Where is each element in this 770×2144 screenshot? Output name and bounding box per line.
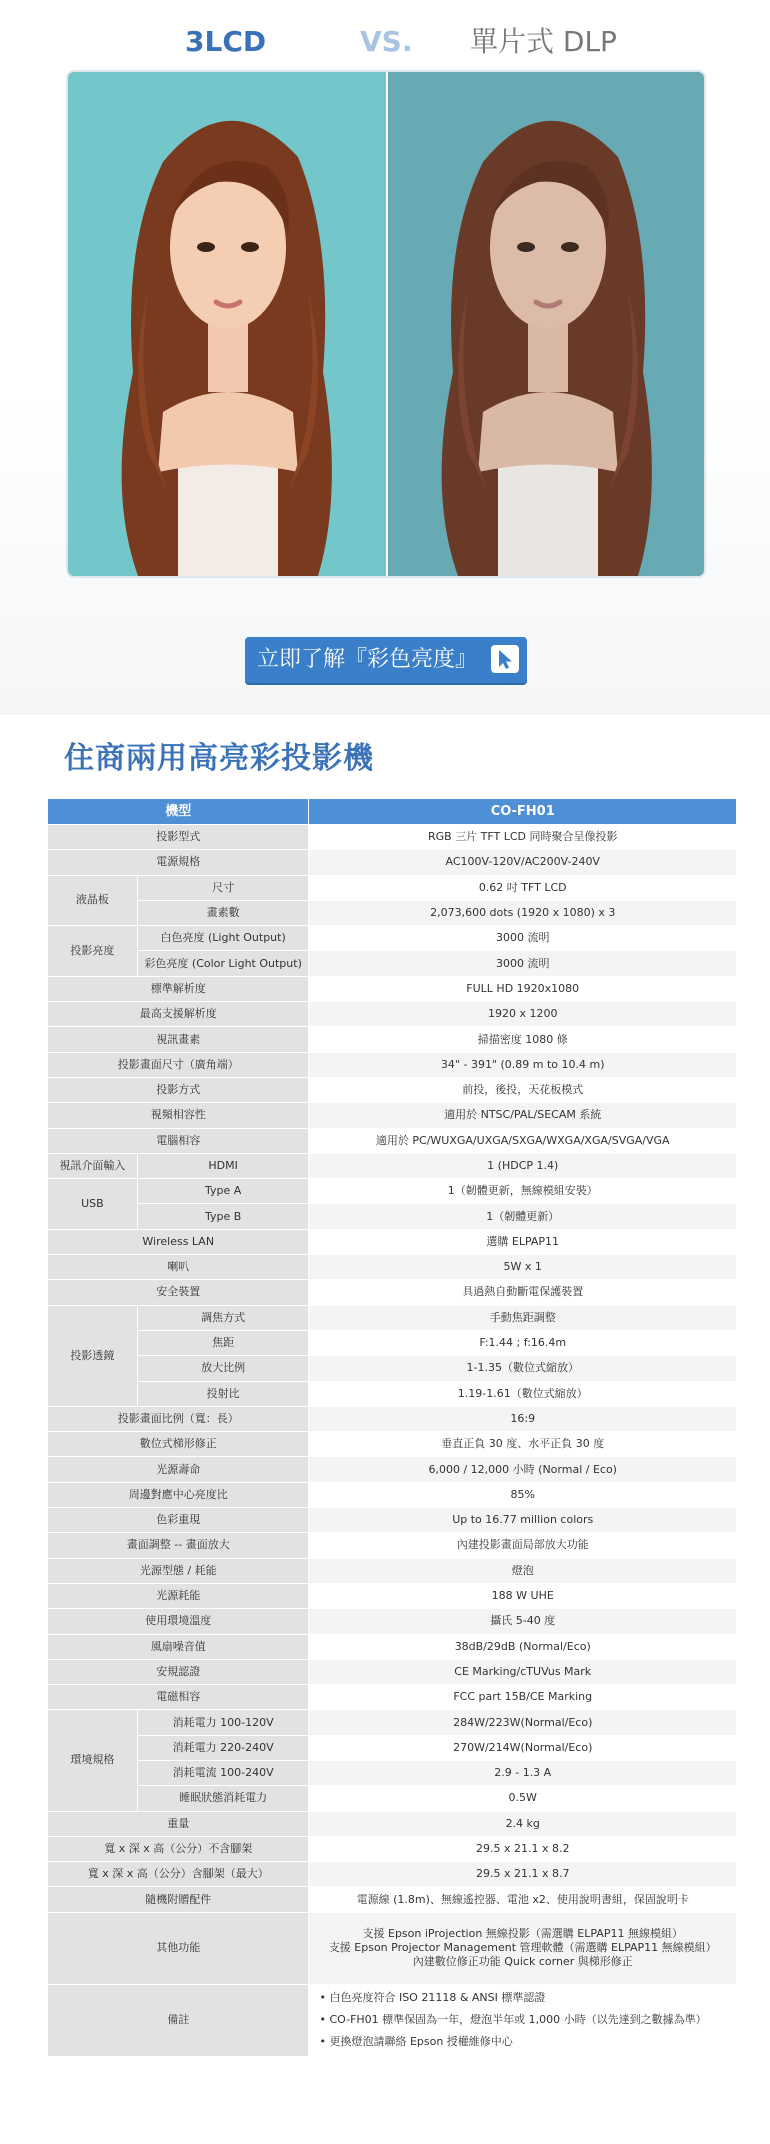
row-value: 1-1.35（數位式縮放）: [309, 1356, 737, 1381]
row-label: 光源型態 / 耗能: [48, 1558, 309, 1583]
row-value: 1 (HDCP 1.4): [309, 1153, 737, 1178]
note-line: • 更換燈泡請聯絡 Epson 授權維修中心: [319, 2035, 513, 2049]
comparison-photo: [66, 70, 706, 578]
table-row: [48, 1077, 737, 1102]
group-label: 視訊介面輸入: [48, 1153, 138, 1178]
row-label: 白色亮度 (Light Output): [137, 926, 309, 951]
table-row: [48, 1482, 737, 1507]
row-value: CE Marking/cTUVus Mark: [309, 1659, 737, 1684]
row-value: 38dB/29dB (Normal/Eco): [309, 1634, 737, 1659]
row-label: 視頻相容性: [48, 1103, 309, 1128]
row-label: 喇叭: [48, 1255, 309, 1280]
row-value: 29.5 x 21.1 x 8.7: [309, 1862, 737, 1887]
row-label: 重量: [48, 1811, 309, 1836]
row-value: 270W/214W(Normal/Eco): [309, 1735, 737, 1760]
row-label: 焦距: [137, 1330, 309, 1355]
portrait-illustration-vivid: [68, 72, 386, 576]
row-label: 電磁相容: [48, 1685, 309, 1710]
portrait-illustration-muted: [388, 72, 706, 576]
row-value: 內建投影畫面局部放大功能: [309, 1533, 737, 1558]
group-label: 液晶板: [48, 875, 138, 926]
row-value: F:1.44 ; f:16.4m: [309, 1330, 737, 1355]
row-label: 尺寸: [137, 875, 309, 900]
table-row: [48, 1052, 737, 1077]
table-row: [48, 1735, 737, 1760]
group-label: 投影亮度: [48, 926, 138, 977]
row-label: 使用環境溫度: [48, 1609, 309, 1634]
table-row-notes: [48, 1984, 737, 2056]
table-row: [48, 875, 737, 900]
table-row: [48, 850, 737, 875]
table-row: [48, 976, 737, 1001]
table-row: [48, 1811, 737, 1836]
row-value: 188 W UHE: [309, 1583, 737, 1608]
row-label: 放大比例: [137, 1356, 309, 1381]
notes-label: 備註: [48, 1984, 309, 2056]
row-label: 電源規格: [48, 850, 309, 875]
row-value: RGB 三片 TFT LCD 同時聚合呈像投影: [309, 825, 737, 850]
row-value: 前投，後投，天花板模式: [309, 1077, 737, 1102]
row-value: 85%: [309, 1482, 737, 1507]
row-value: 1（韌體更新，無線模組安裝）: [309, 1179, 737, 1204]
row-label: 風扇噪音值: [48, 1634, 309, 1659]
notes-value: [309, 1984, 737, 2056]
table-row: [48, 1153, 737, 1178]
row-label: 數位式梯形修正: [48, 1432, 309, 1457]
note-line: • CO-FH01 標準保固為一年，燈泡半年或 1,000 小時（以先達到之數據為準）: [319, 2013, 707, 2027]
note-line: • 白色亮度符合 ISO 21118 & ANSI 標準認證: [319, 1991, 546, 2005]
table-row: [48, 1002, 737, 1027]
row-label: 投影型式: [48, 825, 309, 850]
row-label: 調焦方式: [137, 1305, 309, 1330]
table-header-row: [48, 799, 737, 825]
table-row: [48, 1305, 737, 1330]
row-value: 5W x 1: [309, 1255, 737, 1280]
model-header-label: 機型: [48, 799, 309, 825]
row-value: 2,073,600 dots (1920 x 1080) x 3: [309, 900, 737, 925]
table-row: [48, 1432, 737, 1457]
row-value: 1（韌體更新）: [309, 1204, 737, 1229]
table-row: [48, 1356, 737, 1381]
other-features-label: 其他功能: [48, 1912, 309, 1984]
feature-line: 內建數位修正功能 Quick corner 與梯形修正: [412, 1955, 633, 1969]
table-row: [48, 1887, 737, 1912]
row-label: 投影畫面比例（寬：長）: [48, 1406, 309, 1431]
table-row: [48, 1685, 737, 1710]
table-row: [48, 900, 737, 925]
table-row: [48, 1103, 737, 1128]
row-value: 1.19-1.61（數位式縮放）: [309, 1381, 737, 1406]
row-label: 安全裝置: [48, 1280, 309, 1305]
table-row: [48, 1609, 737, 1634]
spec-section-title: 住商兩用高亮彩投影機: [64, 741, 374, 776]
row-value: 具過熱自動斷電保護裝置: [309, 1280, 737, 1305]
row-value: 29.5 x 21.1 x 8.2: [309, 1836, 737, 1861]
photo-3lcd: [68, 72, 386, 576]
row-label: Type B: [137, 1204, 309, 1229]
row-label: 消耗電力 100-120V: [137, 1710, 309, 1735]
table-row: [48, 1786, 737, 1811]
row-label: 隨機附贈配件: [48, 1887, 309, 1912]
model-header-value: CO-FH01: [309, 799, 737, 825]
row-value: 1920 x 1200: [309, 1002, 737, 1027]
photo-dlp: [388, 72, 706, 576]
vs-label: VS.: [360, 25, 413, 58]
row-label: Wireless LAN: [48, 1229, 309, 1254]
row-value: 3000 流明: [309, 926, 737, 951]
row-value: 2.4 kg: [309, 1811, 737, 1836]
row-label: 投射比: [137, 1381, 309, 1406]
row-label: 消耗電流 100-240V: [137, 1760, 309, 1785]
row-label: 投影方式: [48, 1077, 309, 1102]
row-value: FULL HD 1920x1080: [309, 976, 737, 1001]
row-value: AC100V-120V/AC200V-240V: [309, 850, 737, 875]
row-value: 垂直正負 30 度、水平正負 30 度: [309, 1432, 737, 1457]
table-row: [48, 926, 737, 951]
table-row: [48, 1128, 737, 1153]
feature-line: 支援 Epson Projector Management 管理軟體（需選購 ELPAP11 無線模組）: [328, 1941, 717, 1955]
row-label: 寬 x 深 x 高（公分）不含腳架: [48, 1836, 309, 1861]
cursor-arrow-icon: [491, 645, 519, 673]
row-label: 安規認證: [48, 1659, 309, 1684]
group-label: 環境規格: [48, 1710, 138, 1811]
table-row: [48, 1558, 737, 1583]
row-value: Up to 16.77 million colors: [309, 1508, 737, 1533]
row-label: HDMI: [137, 1153, 309, 1178]
table-row: [48, 1406, 737, 1431]
table-row: [48, 1659, 737, 1684]
row-value: 0.5W: [309, 1786, 737, 1811]
row-label: 最高支援解析度: [48, 1002, 309, 1027]
row-value: 2.9 - 1.3 A: [309, 1760, 737, 1785]
table-row: [48, 1457, 737, 1482]
table-row: [48, 1204, 737, 1229]
table-row: [48, 1634, 737, 1659]
row-value: 適用於 NTSC/PAL/SECAM 系統: [309, 1103, 737, 1128]
row-label: 光源壽命: [48, 1457, 309, 1482]
table-row: [48, 1533, 737, 1558]
learn-color-brightness-button[interactable]: [245, 637, 527, 683]
row-value: 選購 ELPAP11: [309, 1229, 737, 1254]
row-label: 寬 x 深 x 高（公分）含腳架（最大）: [48, 1862, 309, 1887]
row-label: 色彩重現: [48, 1508, 309, 1533]
row-label: 消耗電力 220-240V: [137, 1735, 309, 1760]
feature-line: 支援 Epson iProjection 無線投影（需選購 ELPAP11 無線模組）: [362, 1927, 683, 1941]
row-label: 光源耗能: [48, 1583, 309, 1608]
table-row: [48, 951, 737, 976]
row-label: 視訊畫素: [48, 1027, 309, 1052]
table-row: [48, 1583, 737, 1608]
right-label: 單片式 DLP: [470, 25, 617, 58]
row-value: FCC part 15B/CE Marking: [309, 1685, 737, 1710]
table-row: [48, 1508, 737, 1533]
row-value: 掃描密度 1080 條: [309, 1027, 737, 1052]
cta-label: 立即了解『彩色亮度』: [257, 647, 478, 672]
row-label: 睡眠狀態消耗電力: [137, 1786, 309, 1811]
table-row-other-features: [48, 1912, 737, 1984]
group-label: USB: [48, 1179, 138, 1230]
row-label: 投影畫面尺寸（廣角端）: [48, 1052, 309, 1077]
row-label: 畫素數: [137, 900, 309, 925]
row-value: 攝氏 5-40 度: [309, 1609, 737, 1634]
table-row: [48, 1381, 737, 1406]
row-label: 標準解析度: [48, 976, 309, 1001]
row-label: 周邊對應中心亮度比: [48, 1482, 309, 1507]
table-row: [48, 825, 737, 850]
table-row: [48, 1836, 737, 1861]
row-value: 燈泡: [309, 1558, 737, 1583]
left-label: 3LCD: [185, 25, 267, 58]
table-row: [48, 1229, 737, 1254]
row-value: 3000 流明: [309, 951, 737, 976]
table-row: [48, 1179, 737, 1204]
row-value: 284W/223W(Normal/Eco): [309, 1710, 737, 1735]
row-value: 16:9: [309, 1406, 737, 1431]
row-value: 0.62 吋 TFT LCD: [309, 875, 737, 900]
row-label: 畫面調整 -- 畫面放大: [48, 1533, 309, 1558]
row-label: 彩色亮度 (Color Light Output): [137, 951, 309, 976]
table-row: [48, 1027, 737, 1052]
row-label: Type A: [137, 1179, 309, 1204]
group-label: 投影透鏡: [48, 1305, 138, 1406]
row-value: 34" - 391" (0.89 m to 10.4 m): [309, 1052, 737, 1077]
row-value: 6,000 / 12,000 小時 (Normal / Eco): [309, 1457, 737, 1482]
row-value: 手動焦距調整: [309, 1305, 737, 1330]
other-features-value: [309, 1912, 737, 1984]
comparison-hero: [0, 0, 770, 715]
row-value: 適用於 PC/WUXGA/UXGA/SXGA/WXGA/XGA/SVGA/VGA: [309, 1128, 737, 1153]
table-row: [48, 1330, 737, 1355]
row-value: 電源線 (1.8m)、無線遙控器、電池 x2、使用說明書組，保固說明卡: [309, 1887, 737, 1912]
table-row: [48, 1255, 737, 1280]
table-row: [48, 1760, 737, 1785]
table-row: [48, 1862, 737, 1887]
row-label: 電腦相容: [48, 1128, 309, 1153]
spec-table: [47, 798, 737, 2057]
table-row: [48, 1280, 737, 1305]
table-row: [48, 1710, 737, 1735]
